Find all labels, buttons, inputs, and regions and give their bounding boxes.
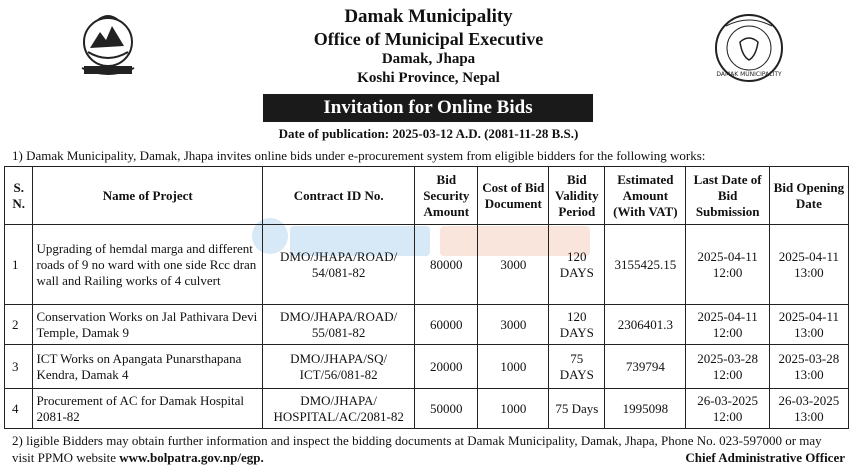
publication-date: Date of publication: 2025-03-12 A.D. (2081-11-28 B.S.)	[278, 126, 579, 141]
col-validity: Bid Validity Period	[549, 167, 605, 225]
row-project-name: Procurement of AC for Damak Hospital 2081-82	[33, 389, 263, 429]
row-opening-date: 2025-04-11 13:00	[769, 305, 848, 345]
row-bid-security: 20000	[415, 345, 478, 389]
row-opening-date: 2025-03-28 13:00	[769, 345, 848, 389]
signatory-title: Chief Administrative Officer	[685, 450, 845, 465]
row-contract-id: DMO/JHAPA/SQ/ ICT/56/081-82	[262, 345, 414, 389]
row-bid-security: 50000	[415, 389, 478, 429]
row-project-name: Conservation Works on Jal Pathivara Devi Temple, Damak 9	[33, 305, 263, 345]
row-opening-date: 2025-04-11 13:00	[769, 225, 848, 305]
row-validity: 75 DAYS	[549, 345, 605, 389]
row-last-date: 2025-04-11 12:00	[686, 225, 769, 305]
document-header	[0, 0, 857, 140]
row-estimate: 739794	[605, 345, 686, 389]
bids-table	[4, 166, 849, 429]
row-sn: 2	[5, 305, 33, 345]
row-estimate: 3155425.15	[605, 225, 686, 305]
row-opening-date: 26-03-2025 13:00	[769, 389, 848, 429]
province-name: Koshi Province, Nepal	[357, 70, 500, 86]
table-row	[5, 225, 849, 305]
nepal-emblem-icon	[78, 8, 138, 82]
office-address: Damak, Jhapa	[381, 51, 476, 67]
row-bid-cost: 1000	[478, 345, 549, 389]
office-name: Office of Municipal Executive	[313, 29, 544, 49]
row-project-name: ICT Works on Apangata Punarsthapana Kendra, Damak 4	[33, 345, 263, 389]
row-validity: 75 Days	[549, 389, 605, 429]
col-bid-security: Bid Security Amount	[415, 167, 478, 225]
row-sn: 4	[5, 389, 33, 429]
row-bid-security: 80000	[415, 225, 478, 305]
row-estimate: 1995098	[605, 389, 686, 429]
row-contract-id: DMO/JHAPA/ HOSPITAL/AC/2081-82	[262, 389, 414, 429]
ppmo-website-link[interactable]: www.bolpatra.gov.np/egp.	[119, 450, 264, 465]
row-bid-security: 60000	[415, 305, 478, 345]
row-last-date: 2025-03-28 12:00	[686, 345, 769, 389]
row-last-date: 26-03-2025 12:00	[686, 389, 769, 429]
row-contract-id: DMO/JHAPA/ROAD/ 54/081-82	[262, 225, 414, 305]
table-header-row	[5, 167, 849, 225]
logo-caption: DAMAK MUNICIPALITY	[716, 71, 782, 78]
footnote-text: 2) ligible Bidders may obtain further information and inspect the bidding documents at Damak Municipality, Damak, Jhapa, Phone No. 023-597000 or may visit PPMO website	[12, 433, 822, 465]
row-bid-cost: 1000	[478, 389, 549, 429]
col-bid-cost: Cost of Bid Document	[478, 167, 549, 225]
col-sn: S. N.	[5, 167, 33, 225]
row-bid-cost: 3000	[478, 305, 549, 345]
municipality-name: Damak Municipality	[344, 6, 513, 27]
col-estimate: Estimated Amount (With VAT)	[605, 167, 686, 225]
row-sn: 3	[5, 345, 33, 389]
row-sn: 1	[5, 225, 33, 305]
col-opening-date: Bid Opening Date	[769, 167, 848, 225]
row-estimate: 2306401.3	[605, 305, 686, 345]
intro-paragraph: 1) Damak Municipality, Damak, Jhapa invites online bids under e-procurement system from eligible bidders for the following works:	[12, 148, 706, 163]
office-titles	[200, 6, 657, 88]
table-row	[5, 345, 849, 389]
row-contract-id: DMO/JHAPA/ROAD/ 55/081-82	[262, 305, 414, 345]
col-last-date: Last Date of Bid Submission	[686, 167, 769, 225]
municipality-logo-icon	[712, 12, 786, 84]
row-validity: 120 DAYS	[549, 305, 605, 345]
row-bid-cost: 3000	[478, 225, 549, 305]
table-row	[5, 305, 849, 345]
col-contract-id: Contract ID No.	[262, 167, 414, 225]
table-row	[5, 389, 849, 429]
row-validity: 120 DAYS	[549, 225, 605, 305]
row-project-name: Upgrading of hemdal marga and different roads of 9 no ward with one side Rcc dran wall and Railing works of 4 culvert	[33, 225, 263, 305]
bid-invitation-banner: Invitation for Online Bids	[263, 94, 593, 122]
col-project-name: Name of Project	[33, 167, 263, 225]
row-last-date: 2025-04-11 12:00	[686, 305, 769, 345]
